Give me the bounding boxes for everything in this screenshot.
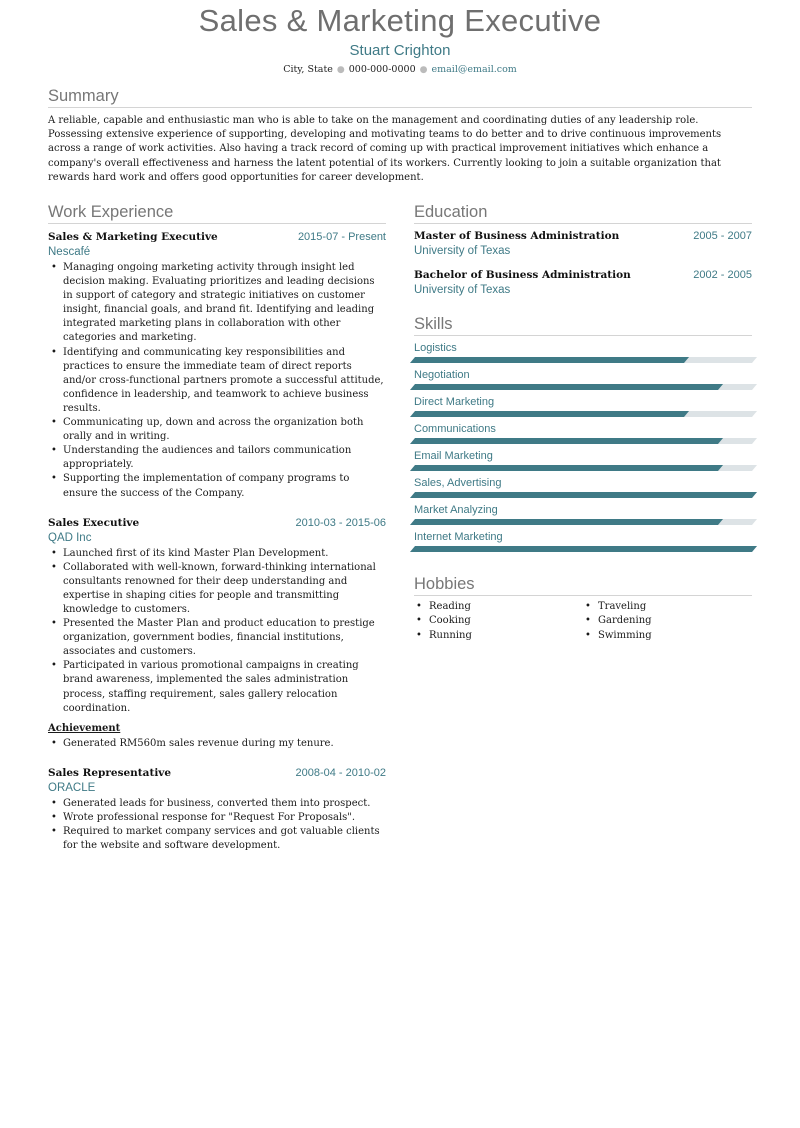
list-item: • Identifying and communicating key responsibilities and practices to ensure the immediate team of direct reports and/or cross-functional partners promote a successful attitude, confidence in leadership, and teamwork to achieve business results. — [48, 346, 386, 416]
skill-row — [414, 448, 752, 471]
skill-name: Market Analyzing — [414, 504, 498, 516]
education-title: Education — [414, 202, 752, 224]
skill-name: Sales, Advertising — [414, 477, 502, 489]
work-experience-section — [48, 202, 386, 853]
school-name: University of Texas — [414, 284, 511, 296]
skill-level-fill — [410, 546, 757, 552]
skill-level-bar — [410, 519, 757, 525]
job-entry — [48, 767, 386, 853]
job-title: Sales Representative — [48, 766, 172, 779]
list-item: • Understanding the audiences and tailors communication appropriately. — [48, 444, 386, 472]
list-item: • Required to market company services and got valuable clients for the website and software development. — [48, 825, 386, 853]
achievement-heading: Achievement — [48, 722, 121, 734]
skill-name: Communications — [414, 423, 496, 435]
hobby-item: • Swimming — [583, 629, 752, 643]
right-column — [414, 202, 752, 643]
hobby-item: • Running — [414, 629, 583, 643]
contact-location: City, State — [283, 64, 333, 75]
job-bullets — [48, 547, 386, 716]
job-entry — [48, 517, 386, 751]
education-date: 2005 - 2007 — [693, 230, 752, 242]
list-item: • Presented the Master Plan and product education to prestige organization, government bodies, financial institutions, associates and customers. — [48, 617, 386, 659]
summary-section — [48, 86, 752, 185]
list-item: • Generated RM560m sales revenue during my tenure. — [48, 737, 386, 751]
skill-level-fill — [410, 357, 689, 363]
skill-level-fill — [410, 411, 689, 417]
list-item: • Managing ongoing marketing activity through insight led decision making. Evaluating prioritizes and leading decisions in support of category and strategic initiatives on customer insight, financial goals, and brand fit. Identifying and leading integrated marketing plans in collaboration with other categories and marketing. — [48, 261, 386, 346]
skill-level-bar — [410, 492, 757, 498]
job-company: QAD Inc — [48, 531, 92, 544]
contact-phone: 000-000-0000 — [348, 64, 416, 75]
skill-level-bar — [410, 438, 757, 444]
hobbies-column — [414, 600, 583, 643]
skill-level-bar — [410, 465, 757, 471]
skill-level-bar — [410, 384, 757, 390]
hobby-item: • Traveling — [583, 600, 752, 614]
skill-level-bar — [410, 357, 757, 363]
hobbies-list — [414, 600, 752, 643]
skill-name: Internet Marketing — [414, 531, 503, 543]
achievement-bullets — [48, 737, 386, 751]
separator-dot-icon: ● — [419, 65, 428, 75]
skill-row — [414, 394, 752, 417]
contact-email[interactable]: email@email.com — [431, 64, 517, 75]
skill-row — [414, 421, 752, 444]
hobby-item: • Gardening — [583, 614, 752, 628]
job-date: 2008-04 - 2010-02 — [295, 766, 386, 779]
job-entry — [48, 231, 386, 501]
separator-dot-icon: ● — [336, 65, 345, 75]
skill-level-fill — [410, 465, 723, 471]
skill-name: Negotiation — [414, 369, 470, 381]
skill-row — [414, 367, 752, 390]
skill-row — [414, 502, 752, 525]
skill-row — [414, 340, 752, 363]
list-item: • Supporting the implementation of company programs to ensure the success of the Company. — [48, 472, 386, 500]
job-company: Nescafé — [48, 246, 91, 258]
skill-name: Logistics — [414, 342, 457, 354]
skill-row — [414, 475, 752, 498]
contact-line — [0, 63, 800, 77]
hobbies-column — [583, 600, 752, 643]
skills-title: Skills — [414, 314, 752, 336]
job-company: ORACLE — [48, 781, 96, 794]
list-item: • Collaborated with well-known, forward-thinking international consultants renowned for their deep understanding and expertise in shaping cities for people and transmitting knowledge to customers. — [48, 561, 386, 617]
summary-title: Summary — [48, 86, 752, 108]
resume-header — [0, 0, 800, 77]
education-date: 2002 - 2005 — [693, 269, 752, 281]
list-item: • Participated in various promotional campaigns in creating brand awareness, implemented the sales administration process, staffing requirement, sales gallery relocation coordination. — [48, 659, 386, 715]
hobbies-title: Hobbies — [414, 574, 752, 596]
skill-row — [414, 529, 752, 552]
job-date: 2010-03 - 2015-06 — [295, 516, 386, 529]
skill-level-fill — [410, 519, 723, 525]
hobby-item: • Cooking — [414, 614, 583, 628]
skill-level-bar — [410, 546, 757, 552]
list-item: • Communicating up, down and across the organization both orally and in writing. — [48, 416, 386, 444]
resume-title: Sales & Marketing Executive — [198, 3, 602, 38]
job-bullets — [48, 797, 386, 853]
hobby-item: • Reading — [414, 600, 583, 614]
candidate-name: Stuart Crighton — [349, 42, 451, 59]
summary-text: A reliable, capable and enthusiastic man who is able to take on the management and coordinating duties of any leadership role. Possessing extensive experience of supporting, developing and motivating teams to do better and to drive continuous improvements across a range of work activities. Also having a track record of coming up with practical improvement initiatives which enhance a company's overall effectiveness and harness the latent potential of its workers. Currently looking to join a suitable organization that rewards hard work and offers good opportunities for career development. — [48, 115, 722, 183]
education-entry — [414, 269, 752, 296]
work-experience-title: Work Experience — [48, 202, 386, 224]
skill-level-fill — [410, 384, 723, 390]
skill-name: Email Marketing — [414, 450, 493, 462]
degree-title: Master of Business Administration — [414, 230, 620, 242]
skill-level-fill — [410, 438, 723, 444]
list-item: • Wrote professional response for "Request For Proposals". — [48, 811, 386, 825]
school-name: University of Texas — [414, 245, 511, 257]
job-title: Sales Executive — [48, 516, 140, 529]
skill-level-fill — [410, 492, 757, 498]
skill-name: Direct Marketing — [414, 396, 495, 408]
list-item: • Generated leads for business, converted them into prospect. — [48, 797, 386, 811]
degree-title: Bachelor of Business Administration — [414, 269, 631, 281]
skill-level-bar — [410, 411, 757, 417]
list-item: • Launched first of its kind Master Plan Development. — [48, 547, 386, 561]
education-entry — [414, 230, 752, 257]
job-title: Sales & Marketing Executive — [48, 231, 218, 243]
job-date: 2015-07 - Present — [297, 231, 386, 243]
job-bullets — [48, 261, 386, 501]
skills-list — [414, 340, 752, 552]
